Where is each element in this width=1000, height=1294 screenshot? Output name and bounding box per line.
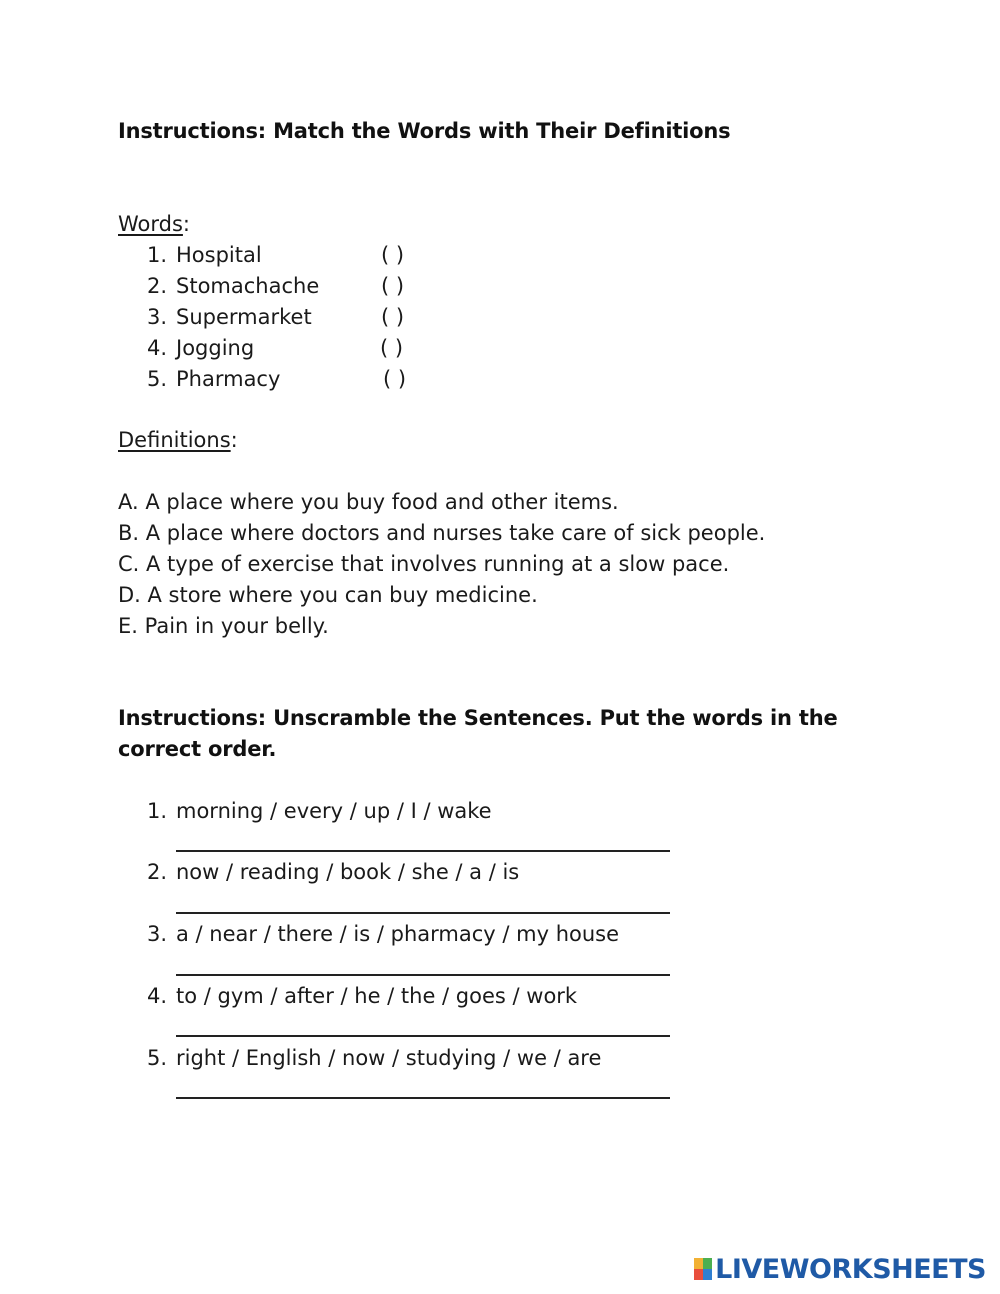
brand-name: LIVEWORKSHEETS xyxy=(715,1253,986,1285)
scramble-number: 4. xyxy=(147,984,168,1008)
liveworksheets-badge-icon xyxy=(694,1258,712,1280)
scramble-number: 5. xyxy=(147,1046,168,1070)
word-number: 1. xyxy=(147,243,168,267)
answer-line[interactable] xyxy=(176,1097,670,1099)
badge-square xyxy=(703,1258,712,1269)
definition-item: C. A type of exercise that involves running at a slow pace. xyxy=(118,552,730,576)
word-number: 2. xyxy=(147,274,168,298)
word-number: 3. xyxy=(147,305,168,329)
word-item xyxy=(0,333,1000,364)
scramble-item xyxy=(0,981,1000,1012)
word-text: Pharmacy xyxy=(176,367,281,391)
answer-parentheses[interactable]: ( ) xyxy=(380,336,404,360)
scramble-item xyxy=(0,1043,1000,1074)
word-text: Hospital xyxy=(176,243,262,267)
definition-item: B. A place where doctors and nurses take care of sick people. xyxy=(118,521,766,545)
word-text: Jogging xyxy=(176,336,255,360)
scramble-number: 2. xyxy=(147,860,168,884)
word-text: Stomachache xyxy=(176,274,320,298)
scramble-words: a / near / there / is / pharmacy / my house xyxy=(176,922,620,946)
answer-line[interactable] xyxy=(176,1035,670,1037)
scramble-item xyxy=(0,857,1000,888)
match-instructions-heading: Instructions: Match the Words with Their Definitions xyxy=(118,119,731,143)
answer-parentheses[interactable]: ( ) xyxy=(381,305,405,329)
definitions-label-colon: : xyxy=(230,428,238,452)
answer-parentheses[interactable]: ( ) xyxy=(381,243,405,267)
badge-square xyxy=(694,1269,703,1280)
definition-item: E. Pain in your belly. xyxy=(118,614,329,638)
words-label xyxy=(118,209,190,240)
scramble-words: morning / every / up / I / wake xyxy=(176,799,492,823)
answer-line[interactable] xyxy=(176,974,670,976)
word-item xyxy=(0,364,1000,395)
badge-square xyxy=(703,1269,712,1280)
scramble-words: now / reading / book / she / a / is xyxy=(176,860,520,884)
answer-parentheses[interactable]: ( ) xyxy=(381,274,405,298)
definition-item: D. A store where you can buy medicine. xyxy=(118,583,538,607)
scramble-item xyxy=(0,919,1000,950)
liveworksheets-logo[interactable] xyxy=(694,1252,986,1286)
word-text: Supermarket xyxy=(176,305,312,329)
words-label-colon: : xyxy=(182,212,190,236)
badge-square xyxy=(694,1258,703,1269)
unscramble-instructions-heading: Instructions: Unscramble the Sentences. Put the words in the correct order. xyxy=(118,706,838,761)
word-number: 4. xyxy=(147,336,168,360)
answer-line[interactable] xyxy=(176,850,670,852)
answer-line[interactable] xyxy=(176,912,670,914)
scramble-words: right / English / now / studying / we / are xyxy=(176,1046,602,1070)
scramble-words: to / gym / after / he / the / goes / work xyxy=(176,984,578,1008)
word-number: 5. xyxy=(147,367,168,391)
answer-parentheses[interactable]: ( ) xyxy=(383,367,407,391)
word-item xyxy=(0,271,1000,302)
scramble-item xyxy=(0,796,1000,827)
words-label-text: Words xyxy=(118,212,183,236)
word-item xyxy=(0,240,1000,271)
scramble-number: 1. xyxy=(147,799,168,823)
definition-item: A. A place where you buy food and other items. xyxy=(118,490,619,514)
scramble-number: 3. xyxy=(147,922,168,946)
word-item xyxy=(0,302,1000,333)
definitions-label-text: Definitions xyxy=(118,428,231,452)
definitions-label xyxy=(118,425,238,456)
